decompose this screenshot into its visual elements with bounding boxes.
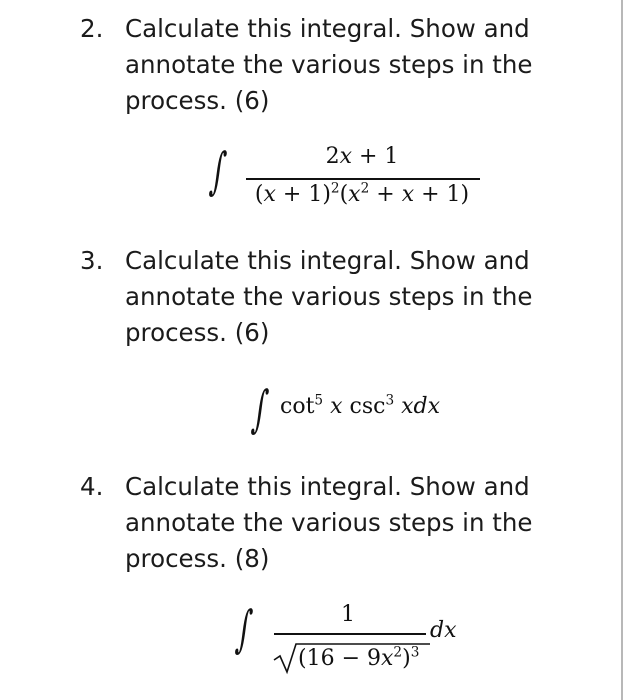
question-line: annotate the various steps in the — [125, 282, 533, 311]
question-number: 2. — [80, 14, 104, 43]
question-line: annotate the various steps in the — [125, 50, 533, 79]
question-line: process. (6) — [125, 86, 270, 115]
question-number: 4. — [80, 472, 104, 501]
fraction-numerator: 1 — [341, 602, 355, 627]
question-text — [125, 11, 595, 119]
integrand: $\cot^5 x$ $\csc^3$ xdx — [280, 392, 441, 419]
question-line: process. (8) — [125, 544, 270, 573]
question-line: Calculate this integral. Show and — [125, 14, 530, 43]
question-text — [125, 469, 595, 577]
fraction-bar — [274, 633, 426, 635]
integral-expression-3 — [250, 378, 510, 448]
question-line: process. (6) — [125, 318, 270, 347]
page-edge — [621, 0, 623, 700]
question-line: annotate the various steps in the — [125, 508, 533, 537]
question-number: 3. — [80, 246, 104, 275]
integral-expression-4 — [234, 596, 514, 686]
differential: dx — [430, 618, 457, 643]
fraction-denominator: $(x + 1)^2(x^2 + x + 1)$ — [254, 180, 470, 207]
question-line: Calculate this integral. Show and — [125, 472, 530, 501]
question-text — [125, 243, 595, 351]
integral-sign: ∫ — [249, 380, 271, 438]
integral-sign: ∫ — [207, 142, 229, 200]
radicand: $(16 - 9x^2)^3$ — [298, 644, 420, 671]
fraction-numerator: 2x + 1 — [325, 144, 399, 169]
integral-sign: ∫ — [233, 600, 255, 658]
question-line: Calculate this integral. Show and — [125, 246, 530, 275]
integral-expression-2 — [208, 142, 508, 222]
fraction-bar — [246, 178, 480, 180]
